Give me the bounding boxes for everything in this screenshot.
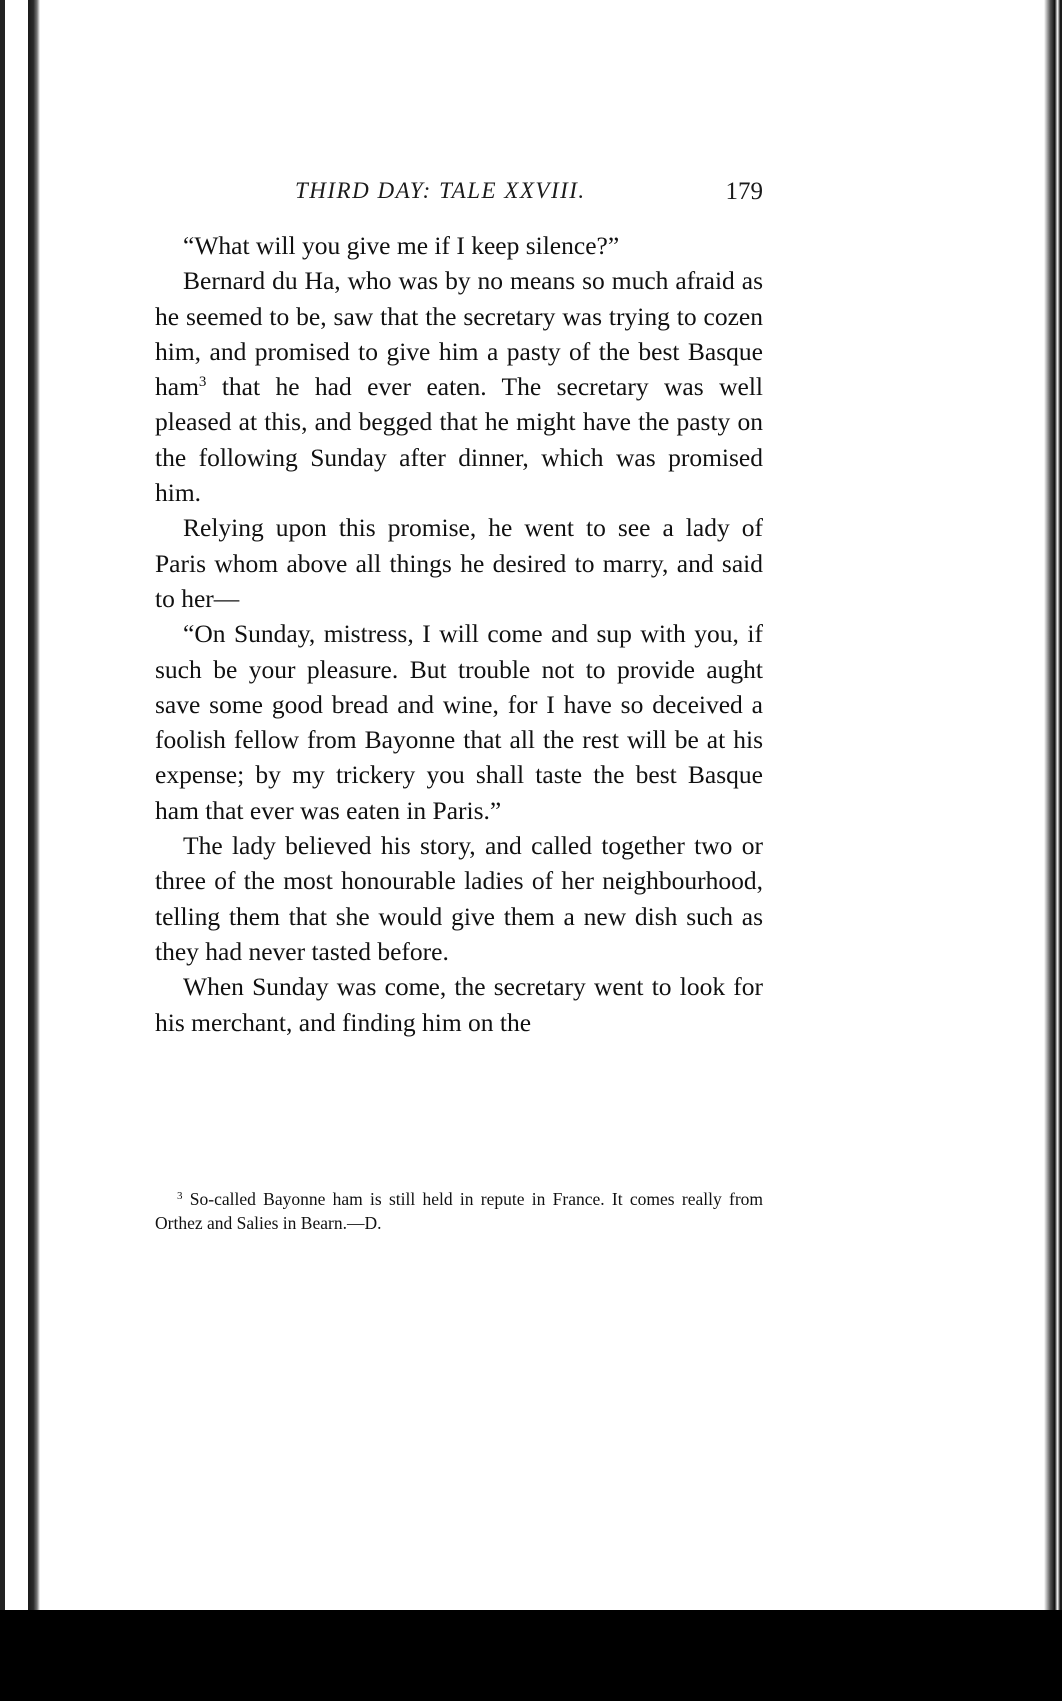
running-head (155, 178, 763, 208)
paragraph-text: Bernard du Ha, who was by no means so much afraid as he seemed to be, saw that the secretary was trying to cozen him, and promised to give him a pasty of the best Basque ham (155, 266, 763, 402)
paragraph: The lady believed his story, and called together two or three of the most honourable ladies of her neighbourhood, telling them that she would give them a new dish such as they had never tasted before. (155, 831, 763, 966)
scan-edge-left (28, 0, 40, 1610)
scan-edge-right (1044, 0, 1062, 1610)
page-number: 179 (725, 178, 763, 205)
paragraph: “On Sunday, mistress, I will come and sup with you, if such be your pleasure. But trouble not to provide aught save some good bread and wine, for I have so deceived a foolish fellow from Bayonne that all the rest will be at his expense; by my trickery you shall taste the best Basque ham that ever was eaten in Paris.” (155, 619, 763, 825)
paragraph (155, 263, 763, 510)
footnote-marker: 3 (177, 1190, 183, 1202)
body-text (155, 228, 763, 1040)
running-head-title: THIRD DAY: TALE XXVIII. (295, 178, 586, 203)
paragraph: When Sunday was come, the secretary went to look for his merchant, and finding him on the (155, 972, 763, 1037)
paragraph: “What will you give me if I keep silence?” (183, 231, 620, 260)
scan-edge-left-outer (0, 0, 5, 1610)
footnote (155, 1187, 763, 1235)
scan-bottom-band (0, 1610, 1062, 1701)
paragraph-text-continued: that he had ever eaten. The secretary was well pleased at this, and begged that he might have the pasty on the following Sunday after dinner, which was promised him. (155, 372, 763, 508)
footnote-paragraph (155, 1187, 763, 1235)
footnote-reference: 3 (198, 374, 207, 391)
paragraph: Relying upon this promise, he went to see a lady of Paris whom above all things he desired to marry, and said to her— (155, 513, 763, 613)
footnote-text: So-called Bayonne ham is still held in repute in France. It comes really from Orthez and Salies in Bearn.—D. (155, 1189, 764, 1233)
